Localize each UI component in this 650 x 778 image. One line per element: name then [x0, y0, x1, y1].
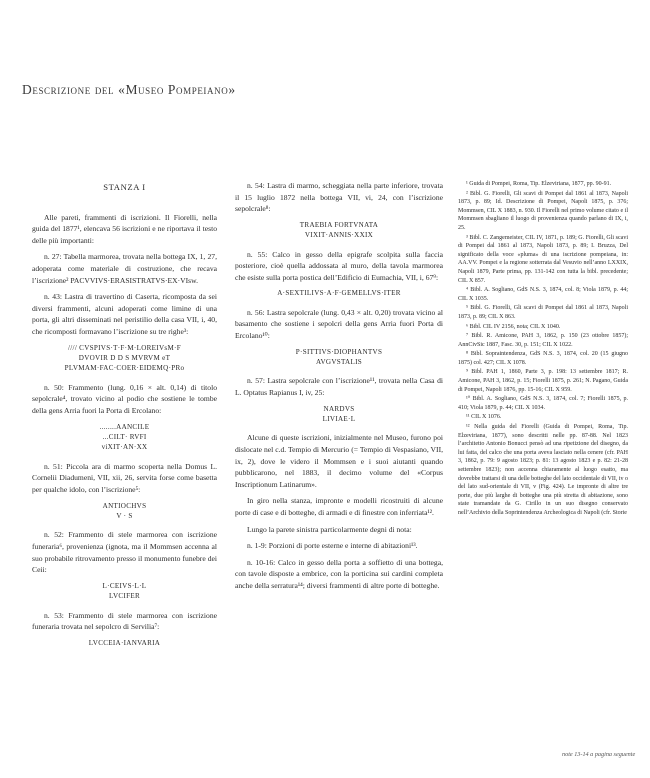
footnotes-column: [458, 180, 628, 519]
inscription-line: PLVMAM·FAC·COER·EIDEMQ·PRo: [64, 364, 185, 373]
inscription-line: ........AANCILE: [99, 422, 150, 431]
inscription-line: LIVIAE·L: [322, 414, 356, 423]
footnote: ⁴ Bibl. A. Sogliano, GdS N.S. 3, 1874, col. 8; Viola 1879, p. 44; CIL X 1035.: [458, 287, 628, 302]
inscription-line: P·SITTIVS·DIOPHANTVS: [295, 347, 383, 356]
running-head: Descrizione del «Museo Pompeiano»: [22, 82, 236, 97]
footnote: ¹⁰ Bibl. A. Sogliano, GdS N.S. 3, 1874, col. 7; Fiorelli 1875, p. 410; Viola 1879, p. 44; CIL X 1034.: [458, 396, 628, 411]
inscription: [235, 220, 443, 241]
footnote: ⁶ Bibl. CIL IV 2156, nota; CIL X 1040.: [466, 323, 561, 330]
footnote: ⁵ Bibl. G. Fiorelli, Gli scavi di Pompei dal 1861 al 1873, Napoli 1873, p. 89; CIL X 863.: [458, 305, 628, 320]
footnote: ² Bibl. G. Fiorelli, Gli scavi di Pompei dal 1861 al 1873, Napoli 1873, p. 89; Id. Descrizione di Pompei, Napoli 1875, p. 376; Mommsen, CIL X 1883, n. 930. Il Fiorelli nel primo volume citato e il Mommsen sbagliano il luogo di provenienza quando parlano di IX, i, 25.: [458, 190, 628, 231]
inscription-line: TRAEBIA FORTVNATA: [299, 220, 379, 229]
footnote: ⁹ Bibl. PAH 1, 1860, Parte 3, p. 198: 13 settembre 1817; R. Amicone, PAH 3, 1862, p. 15; Fiorelli 1875, p. 261; N. Pagano, Guida di Pompei, Napoli 1876, pp. 15-16; CIL X 959.: [458, 369, 628, 393]
inscription: [32, 638, 217, 648]
footnote: ¹² Nella guida del Fiorelli (Guida di Pompei, Roma, Tip. Elzeviriana, 1877), sono descritti nelle pp. 87-88. Nel 1823 l’architetto Antonio Bonucci pensò ad una ripetizione del disegno, da lui fatta, del calco che una porta aveva lasciato nella cenere (cfr. PAH 3, 1862, p. 79: 9 agosto 1823; p. 81: 13 agosto 1823 e p. 82: 21-28 settembre 1823); non accenna chiaramente al luogo esatto, ma dovrebbe trattarsi di una delle botteghe del lato occidentale di VII, iv o del lato sud-orientale di VII, v (Fig. 424). Le impronte di altre tre porte, due più larghe di botteghe una più stretta di abitazione, sono state tramandate da G. Cirillo in un suo disegno conservato nell’Archivio della Soprintendenza Archeologica di Napoli (cfr. Storie: [458, 424, 628, 516]
inscription-line: A·SEXTILIVS·A·F·GEMELLVS·ITER: [277, 289, 401, 298]
inscription-line: //// CVSPIVS·T·F·M·LOREIVsM·F: [68, 343, 181, 352]
inscription-line: LVCCEIA·IANVARIA: [88, 638, 161, 647]
paragraph: n. 54: Lastra di marmo, scheggiata nella parte inferiore, trovata il 15 luglio 1872 nella bottega VII, vi, 24, con l’iscrizione sepolcrale⁸:: [235, 181, 443, 214]
inscription-line: V · S: [116, 511, 133, 520]
inscription-line: VIXIT·ANNIS·XXIX: [304, 231, 374, 240]
footnote: ⁸ Bibl. Sopraintendenza, GdS N.S. 3, 1874, col. 20 (15 giugno 1875) col. 427; CIL X 1078.: [458, 351, 628, 366]
paragraph: n. 56: Lastra sepolcrale (lung. 0,43 × alt. 0,20) trovata vicino al basamento che sostiene i sepolcri della gens Arria fuori Porta di Ercolano¹⁰:: [235, 307, 443, 340]
paragraph: n. 57: Lastra sepolcrale con l’iscrizione¹¹, trovata nella Casa di L. Optatus Rapianus I, iv, 25:: [235, 376, 443, 397]
footnote: ⁷ Bibl. R. Amicone, PAH 3, 1862, p. 150 (23 ottobre 1857); AnnCivSic 1887, Fasc. 30, p. 151; CIL X 1022.: [458, 333, 628, 348]
paragraph: n. 10-16: Calco in gesso della porta a soffietto di una bottega, con tavole disposte a embrice, con la porticina sui cardini completa anche della serratura¹⁴; diversi frammenti di altre porte di botteghe.: [235, 557, 443, 590]
footnote: ¹¹ CIL X 1076.: [466, 414, 502, 421]
inscription: [32, 581, 217, 602]
paragraph: n. 53: Frammento di stele marmorea con iscrizione funeraria trovata nel sepolcro di Servilia⁷:: [32, 610, 217, 632]
inscription: [32, 343, 217, 374]
inscription-line: ANTIOCHVS: [102, 501, 147, 510]
text-column-left: [32, 180, 217, 656]
inscription-line: viXIT·AN·XX: [101, 443, 148, 452]
paragraph: n. 51: Piccola ara di marmo scoperta nella Domus L. Cornelii Diadumeni, VII, xii, 26, servita forse come basetta per qualche idolo, con l’iscrizione⁵:: [32, 461, 217, 494]
text-column-middle: [235, 180, 443, 597]
section-heading: STANZA I: [103, 182, 146, 192]
inscription-line: DVOVIR D D S MVRVM eT: [78, 353, 171, 362]
paragraph: n. 50: Frammento (lung. 0,16 × alt. 0,14) di titolo sepolcrale⁴, trovato vicino al podio che sostiene le tombe della gens Arria fuori la Porta di Ercolano:: [32, 382, 217, 415]
inscription-line: NARDVS: [323, 404, 355, 413]
footnote: ³ Bibl. C. Zangemeister, CIL IV, 1871, p. 189; G. Fiorelli, Gli scavi di Pompei dal 1861 al 1873, Napoli 1873, p. 89; I. Bruzza, Del significato della voce «pluma» di una iscrizione pompeiana, in: AA.VV. Pompei e la regione sotterrata dal Vesuvio nell’anno LXXIX, Napoli 1879, Parte prima, pp. 131-142 con tutta la bibl. precedente; CIL X 857.: [458, 234, 628, 284]
inscription-line: L·CEIVS·L·L: [102, 581, 147, 590]
inscription: [235, 404, 443, 425]
paragraph: Lungo la parete sinistra particolarmente degni di nota:: [247, 524, 412, 534]
paragraph: n. 52: Frammento di stele marmorea con iscrizione funeraria⁶, provenienza (ignota, ma il Mommsen accenna al suo probabile ritrovamento presso il monumento funebre dei Ceii:: [32, 530, 217, 575]
inscription: [235, 347, 443, 368]
inscription-line: ...CILT· RVFI: [102, 432, 147, 441]
inscription: [32, 422, 217, 453]
paragraph: n. 43: Lastra di travertino di Caserta, ricomposta da sei diversi frammenti, alcuni adoperati come limine di una porta, gli altri disseminati nel peristilio della casa VII, i, 40, che ricomposti formavano l’iscrizione su tre righe³:: [32, 292, 217, 336]
paragraph: In giro nella stanza, impronte e modelli ricostruiti di alcune porte di case e di botteghe, di armadi e di finestre con inferriata¹².: [235, 496, 443, 517]
paragraph: n. 1-9: Porzioni di porte esterne e interne di abitazioni¹³.: [247, 541, 418, 551]
inscription-line: LVCIFER: [108, 592, 140, 601]
continued-notes-label: note 13-14 a pagina seguente: [562, 751, 636, 758]
paragraph: n. 27: Tabella marmorea, trovata nella bottega IX, 1, 27, adoperata come materiale di costruzione, che recava l’iscrizione² PACVVIVS·ERASISTRATVS·EX·VIsw.: [32, 252, 217, 285]
inscription: [235, 288, 443, 298]
footnote: ¹ Guida di Pompei, Roma, Tip. Elzeviriana, 1877, pp. 90-91.: [466, 181, 612, 187]
inscription-line: AVGVSTALIS: [315, 357, 363, 366]
paragraph: Alcune di queste iscrizioni, inizialmente nel Museo, furono poi dislocate nel c.d. Tempio di Mercurio (= Tempio di Vespasiano, VII, ix, 2), dove le videro il Mommsen e i suoi aiutanti quando pubblicarono, nel 1883, il decimo volume del «Corpus Inscriptionum Latinarum».: [235, 433, 443, 489]
paragraph: n. 55: Calco in gesso della epigrafe scolpita sulla faccia posteriore, cioè quella addossata al muro, della tavola marmorea che esiste sulla porta postica dell’Edificio di Eumachia, VII, i, 67⁹:: [235, 249, 443, 282]
paragraph: Alle pareti, frammenti di iscrizioni. Il Fiorelli, nella guida del 1877¹, elencava 56 iscrizioni e ne riportava il testo delle più importanti:: [32, 212, 217, 245]
inscription: [32, 501, 217, 522]
